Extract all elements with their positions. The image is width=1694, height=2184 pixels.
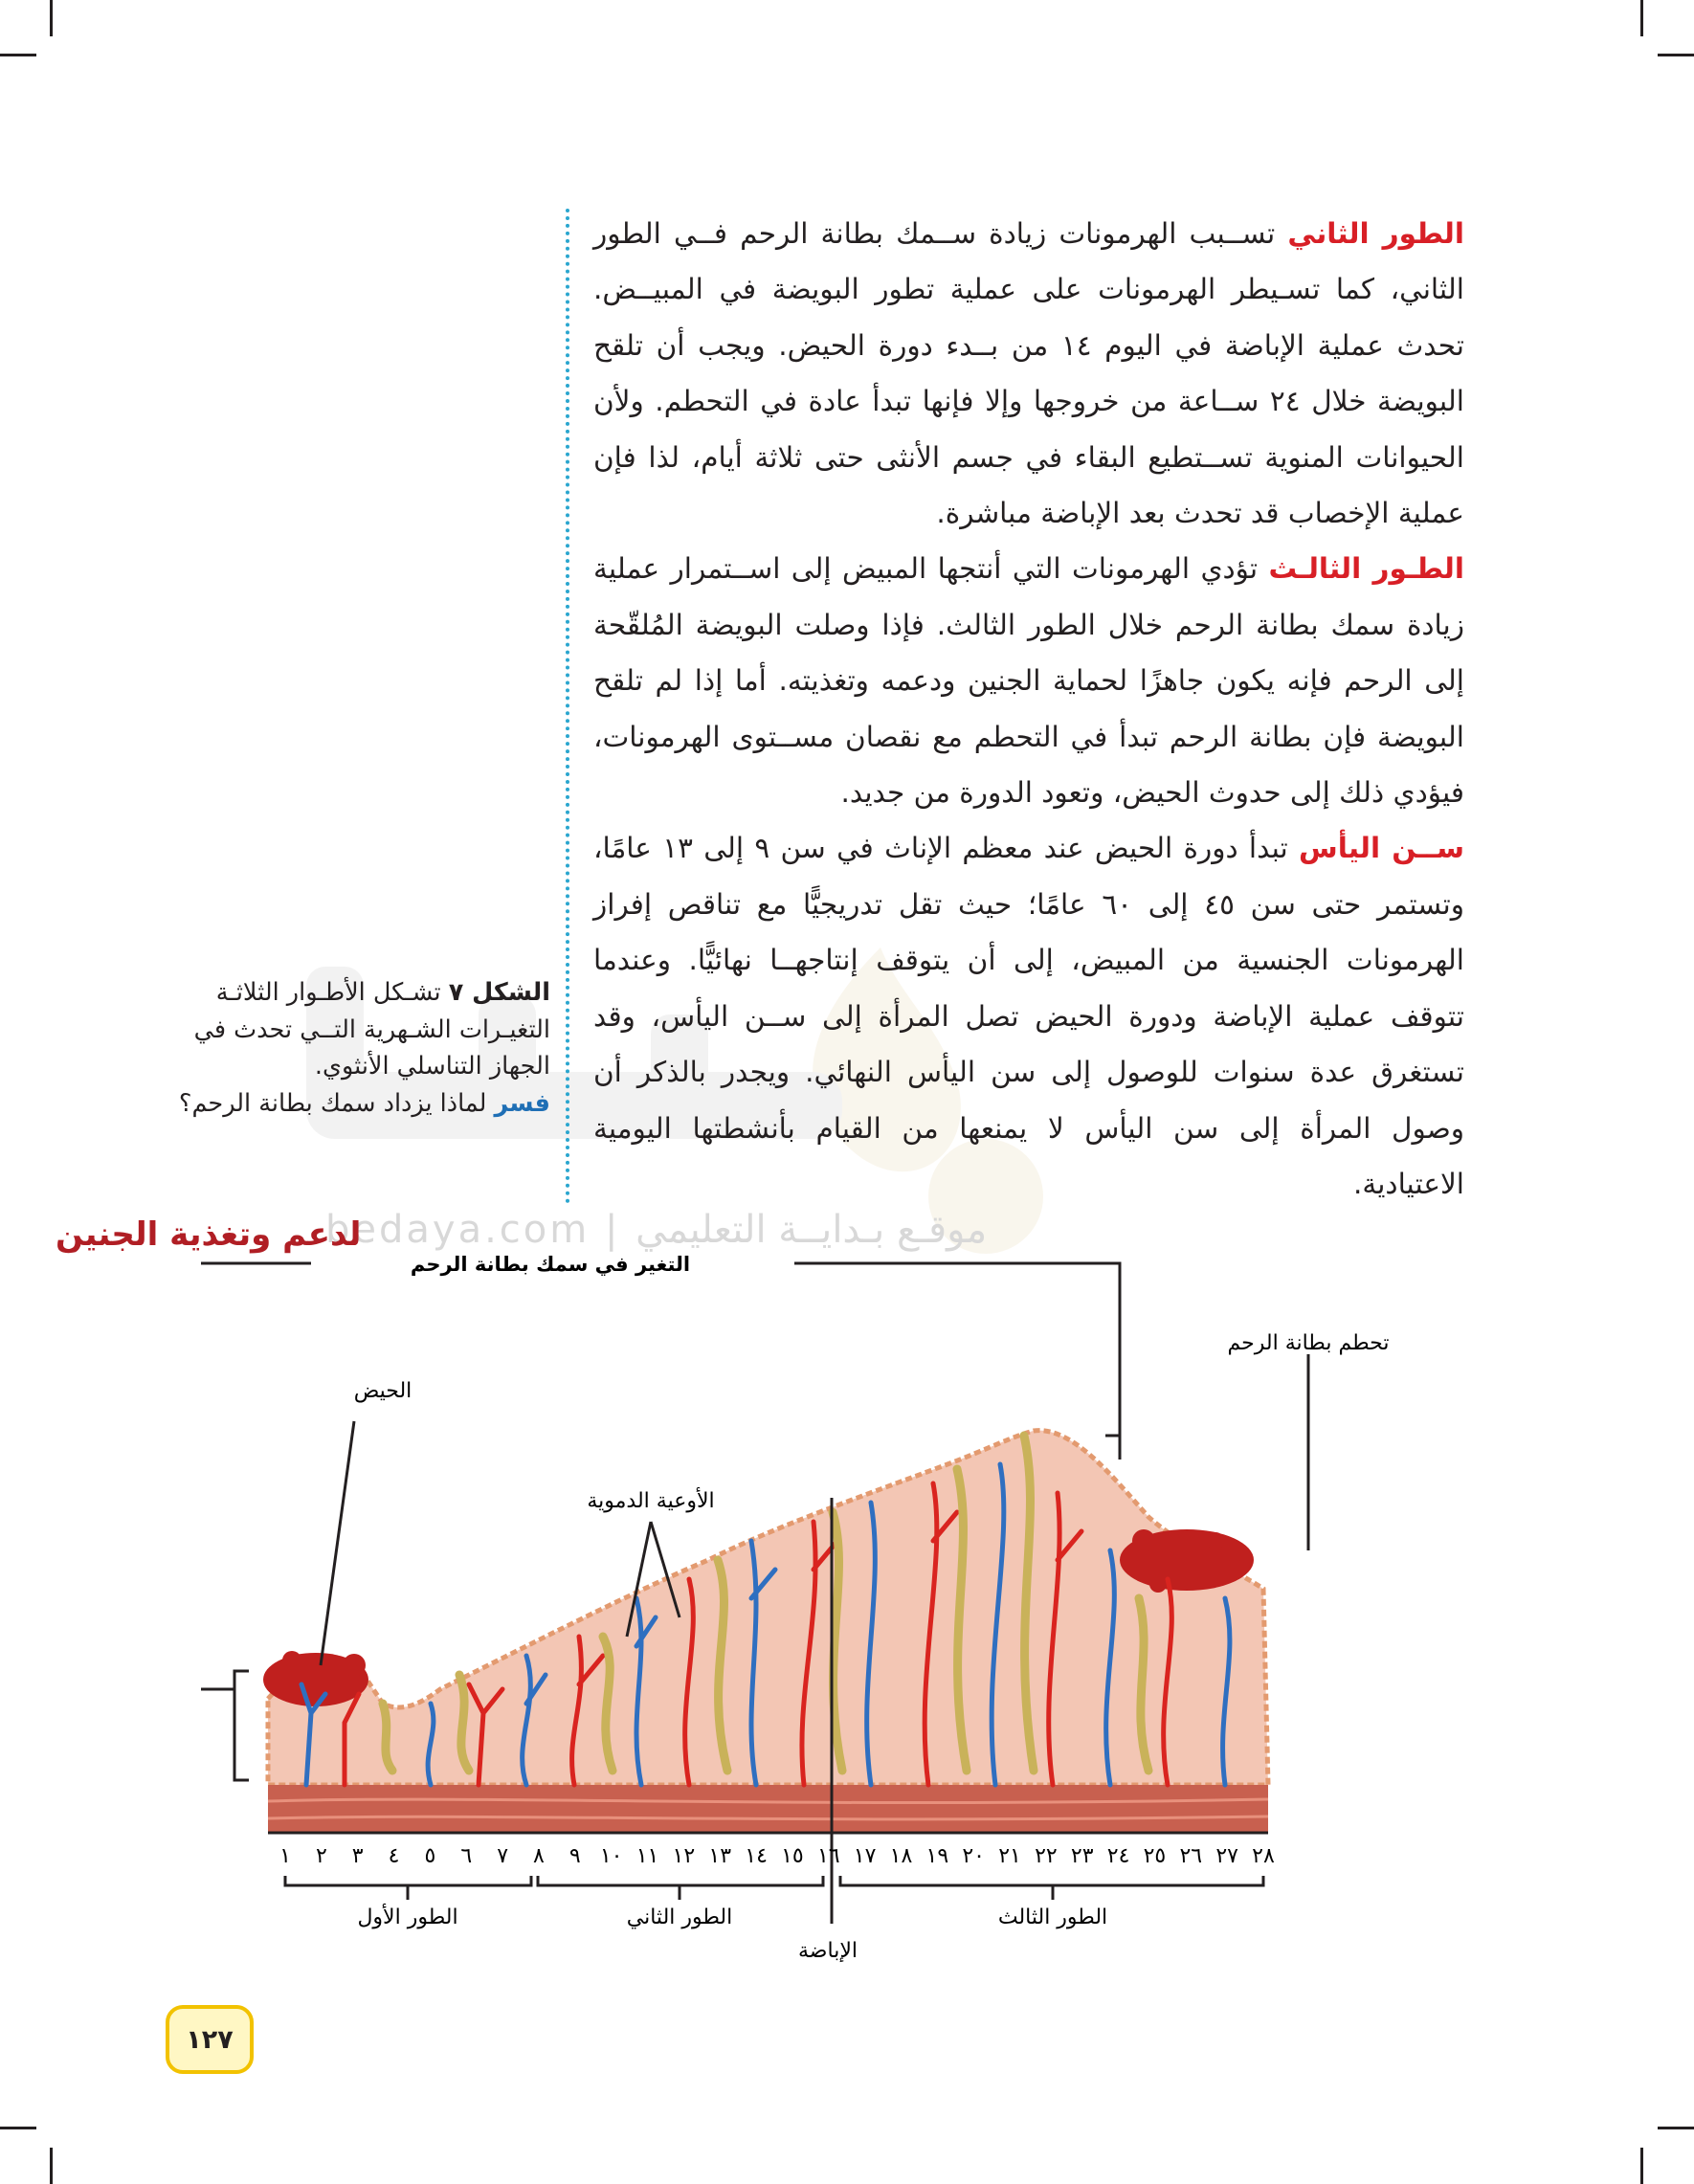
caption-text: تشـكل الأطـوار الثلاثـة التغيـرات الشـهرية التــي تحدث في الجهاز التناسلي الأنثوي.	[193, 978, 550, 1081]
paragraph-stage-two	[593, 206, 1464, 541]
term-stage-three: الطـور الثالـث	[1268, 552, 1464, 586]
day-tick-label: ١٤	[745, 1844, 768, 1868]
page-number: ١٢٧	[166, 2005, 254, 2074]
crop-mark	[1640, 2148, 1643, 2184]
muscle-layer	[268, 1785, 1268, 1833]
paragraph-text: تســبب الهرمونات زيادة ســمك بطانة الرحم فــي الطور الثاني، كما تسـيطر الهرمونات على عملية تطور البويضة في المبيــض. تحدث عملية الإباضة في اليوم ١٤ من بــدء دورة الحيض. ويجب أن تلقح البويضة خلال ٢٤ ســاعة من خروجها وإلا فإنها تبدأ عادة في التحطم. ولأن الحيوانات المنوية تســتطيع البقاء في جسم الأنثى حتى ثلاثة أيام، لذا فإن عملية الإخصاب قد تحدث بعد الإباضة مباشرة.	[593, 217, 1464, 530]
caption-label: الشكل ٧	[448, 978, 550, 1007]
day-tick-label: ١١	[635, 1844, 659, 1868]
day-tick-label: ٣	[351, 1844, 364, 1868]
phase-brackets	[285, 1876, 1263, 1900]
day-tick-label: ٧	[497, 1844, 509, 1868]
crop-mark	[50, 0, 53, 36]
label-breakdown: تحطم بطانة الرحم	[1227, 1331, 1390, 1355]
caption-question: لماذا يزداد سمك بطانة الرحم؟	[178, 1088, 495, 1118]
day-tick-label: ٢١	[998, 1844, 1021, 1868]
label-phase2: الطور الثاني	[626, 1905, 733, 1929]
crop-mark	[50, 2148, 53, 2184]
caption-question-label: فسر	[494, 1088, 550, 1118]
menses-blood	[263, 1651, 368, 1706]
paragraph-menopause	[593, 820, 1464, 1212]
crop-mark	[1658, 54, 1694, 56]
day-tick-label: ١٣	[708, 1844, 732, 1868]
label-vessels: الأوعية الدموية	[587, 1489, 715, 1513]
day-tick-label: ٥	[424, 1844, 436, 1868]
paragraph-stage-three	[593, 541, 1464, 820]
day-tick-label: ١٧	[853, 1844, 877, 1868]
day-tick-label: ٢٠	[962, 1844, 986, 1868]
day-tick-label: ١٩	[925, 1844, 949, 1868]
day-tick-label: ١٦	[816, 1844, 840, 1868]
uterine-cycle-diagram	[201, 1254, 1493, 1991]
day-tick-label: ٤	[388, 1844, 400, 1868]
day-tick-label: ٢٨	[1252, 1844, 1275, 1868]
term-stage-two: الطور الثاني	[1287, 217, 1464, 250]
day-tick-label: ٦	[460, 1844, 473, 1868]
day-tick-label: ٢٣	[1070, 1844, 1094, 1868]
term-menopause: ســن اليأس	[1299, 832, 1465, 865]
crop-mark	[0, 2127, 36, 2129]
day-tick-label: ٩	[568, 1844, 581, 1868]
label-menses: الحيض	[353, 1379, 412, 1403]
label-phase3: الطور الثالث	[997, 1905, 1108, 1929]
day-tick-label: ٢٧	[1215, 1844, 1238, 1868]
margin-dotted-rule	[566, 209, 569, 1204]
day-tick-label: ٢٢	[1035, 1844, 1058, 1868]
watermark-site: bedaya.com | موقـع بـدايــة التعليمي	[325, 1208, 988, 1252]
label-thickness: التغير في سمك بطانة الرحم	[410, 1254, 691, 1276]
day-tick-label: ٢٤	[1106, 1844, 1130, 1868]
paragraph-text: تبدأ دورة الحيض عند معظم الإناث في سن ٩ إلى ١٣ عامًا، وتستمر حتى سن ٤٥ إلى ٦٠ عامًا؛ حيث تقل تدريجيًّا مع تناقص إفراز الهرمونات الجنسية من المبيض، إلى أن يتوقف إنتاجهــا نهائيًّا. وعندما تتوقف عملية الإباضة ودورة الحيض تصل المرأة إلى ســن اليأس، وقد تستغرق عدة سنوات للوصول إلى سن اليأس النهائي. ويجدر بالذكر أن وصول المرأة إلى سن اليأس لا يمنعها من القيام بأنشطتها اليومية الاعتيادية.	[593, 832, 1464, 1200]
day-tick-label: ١٨	[889, 1844, 913, 1868]
day-tick-label: ١٢	[672, 1844, 696, 1868]
section-heading: لدعم وتغذية الجنين	[56, 1215, 362, 1254]
label-ovulation: الإباضة	[798, 1939, 858, 1963]
day-tick-label: ٢	[315, 1844, 327, 1868]
day-tick-label: ٢٦	[1179, 1844, 1203, 1868]
day-tick-label: ٢٥	[1143, 1844, 1167, 1868]
figure-caption	[158, 974, 550, 1122]
day-axis	[279, 1844, 1275, 1868]
endometrium-tissue	[268, 1431, 1268, 1785]
day-tick-label: ١٥	[781, 1844, 804, 1868]
crop-mark	[1658, 2127, 1694, 2129]
menses-pointer	[321, 1421, 354, 1665]
label-phase1: الطور الأول	[357, 1905, 458, 1929]
day-tick-label: ١	[279, 1844, 291, 1868]
body-text	[593, 206, 1464, 1212]
day-tick-label: ٨	[533, 1844, 545, 1868]
crop-mark	[0, 54, 36, 56]
day-tick-label: ١٠	[599, 1844, 623, 1868]
crop-mark	[1640, 0, 1643, 36]
paragraph-text: تؤدي الهرمونات التي أنتجها المبيض إلى اســتمرار عملية زيادة سمك بطانة الرحم خلال الطور الثالث. فإذا وصلت البويضة المُلقّحة إلى الرحم فإنه يكون جاهزًا لحماية الجنين ودعمه وتغذيته. أما إذا لم تلقح البويضة فإن بطانة الرحم تبدأ في التحطم مع نقصان مســتوى الهرمونات، فيؤدي ذلك إلى حدوث الحيض، وتعود الدورة من جديد.	[593, 552, 1464, 810]
